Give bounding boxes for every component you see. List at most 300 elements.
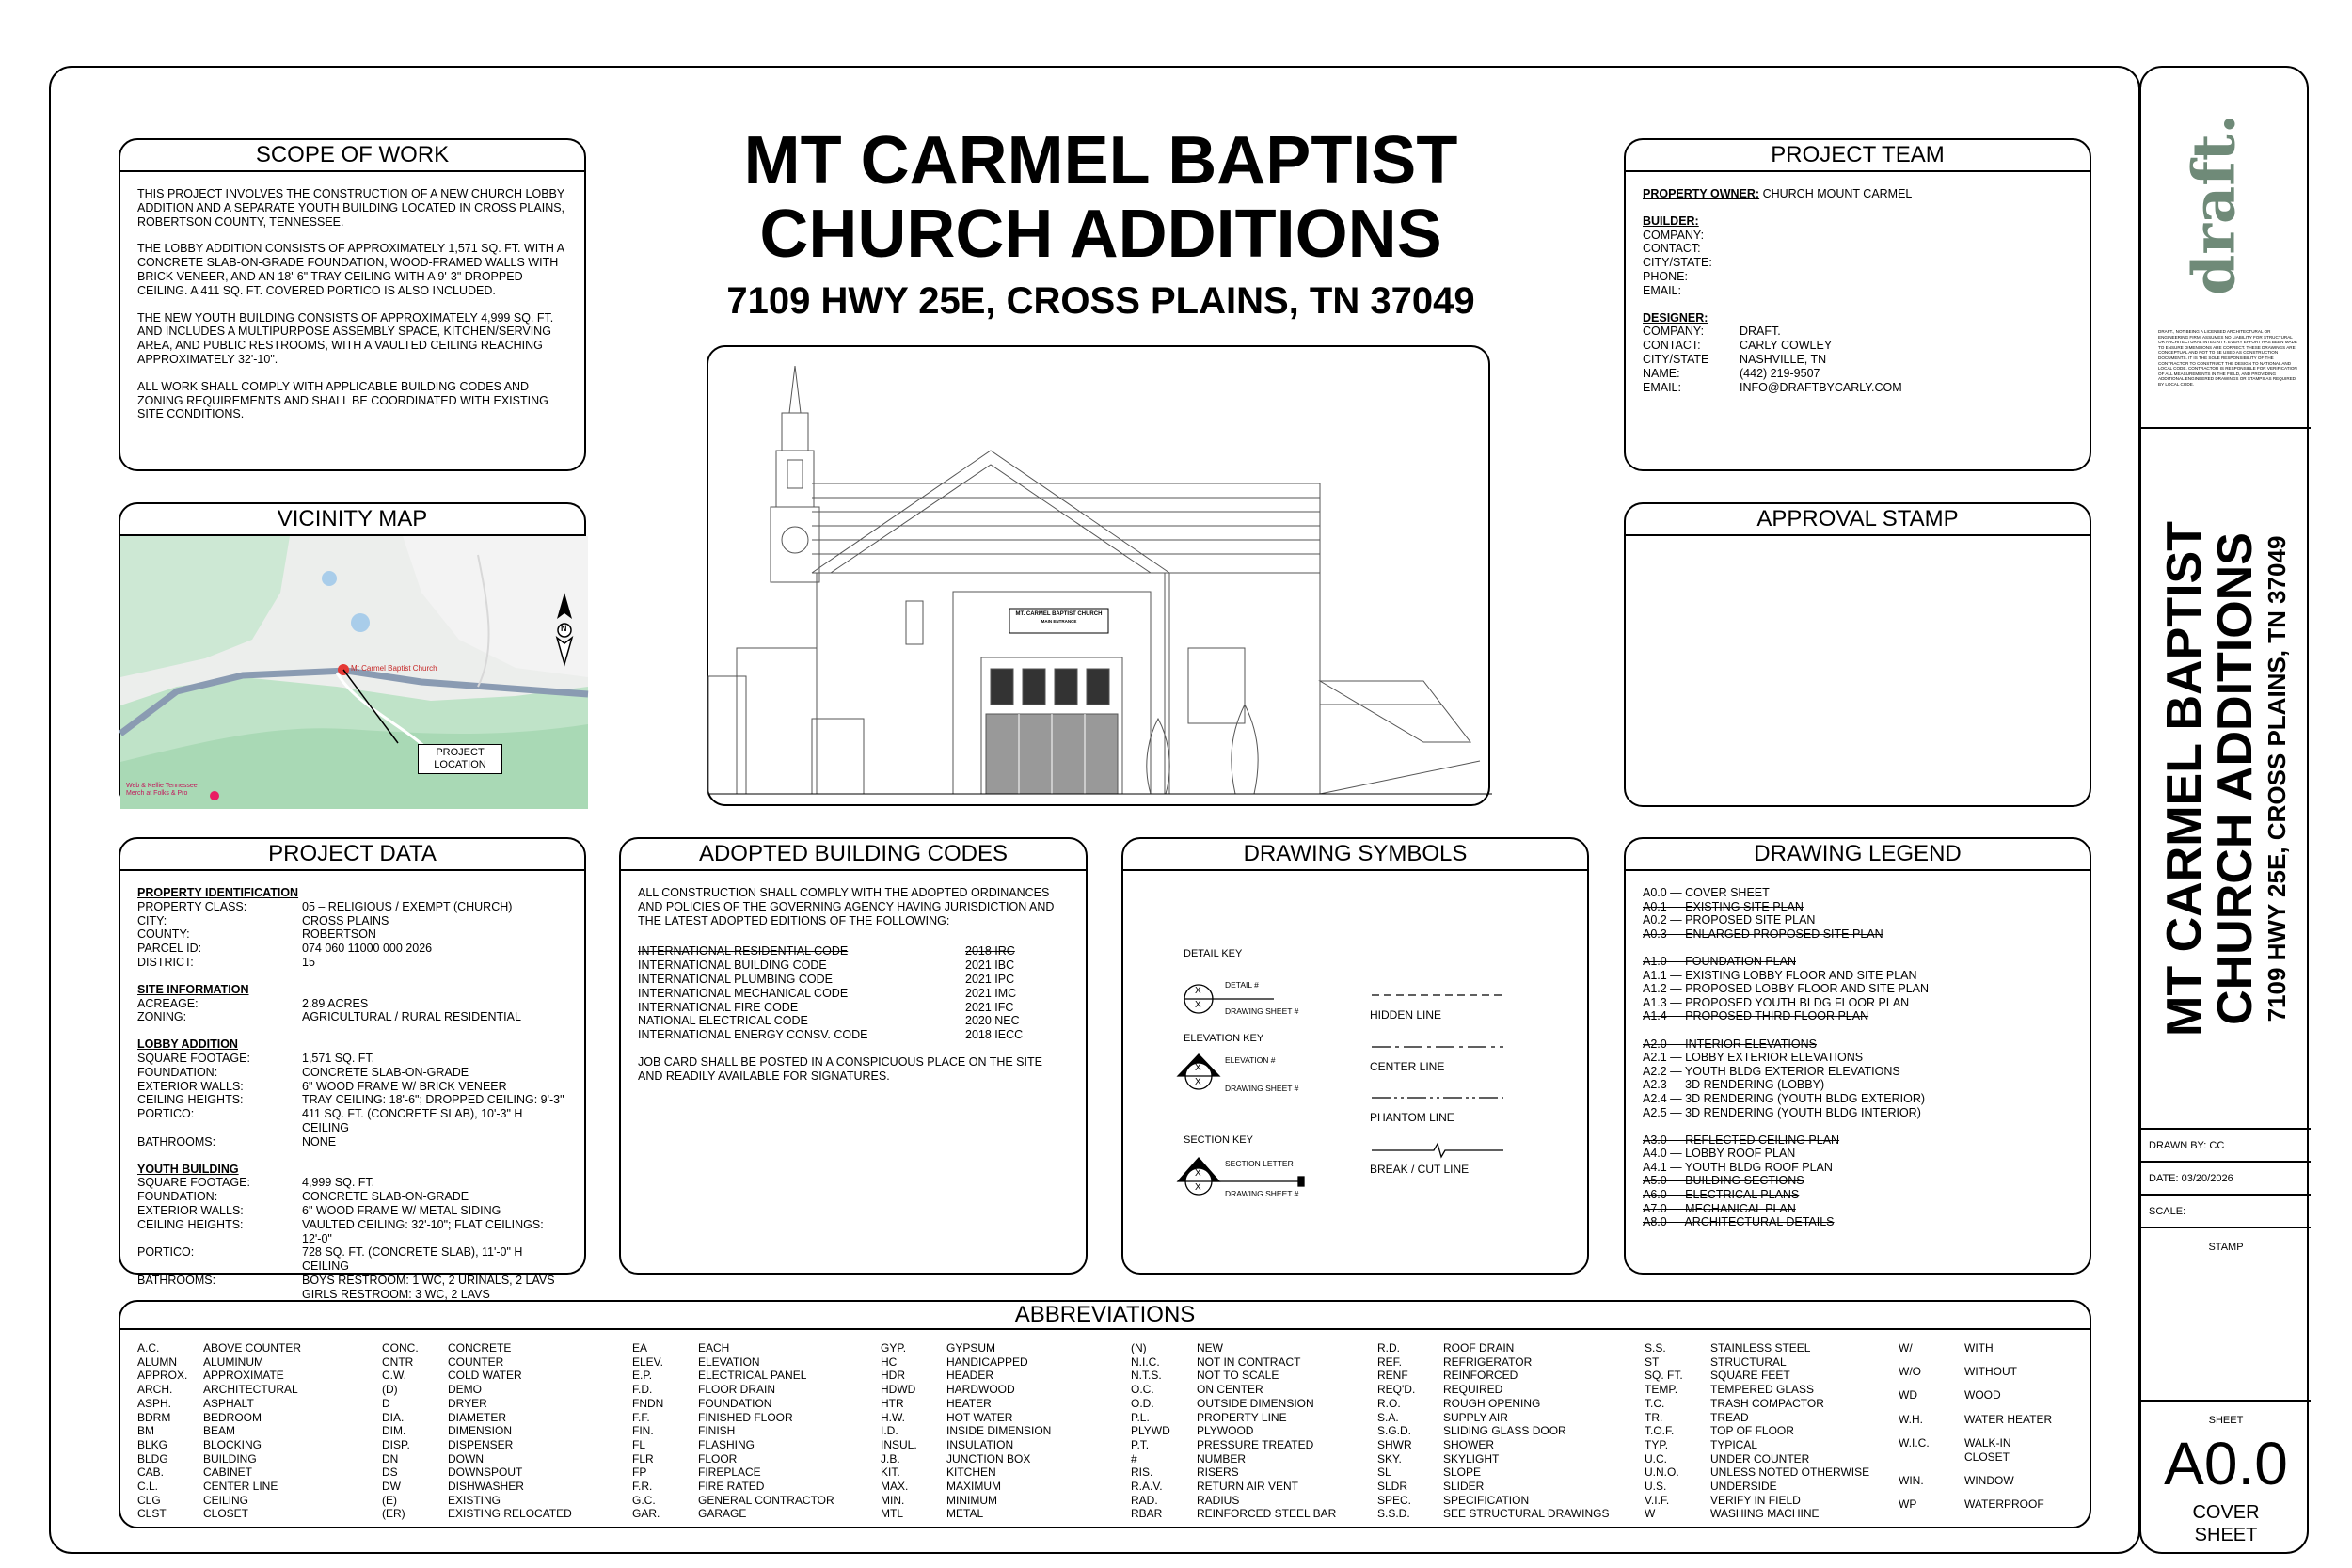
elevation-sheet-label: DRAWING SHEET # xyxy=(1225,1084,1299,1093)
abbr-code: TYP. xyxy=(1645,1437,1669,1451)
data-row xyxy=(137,956,567,970)
detail-x-bottom: X xyxy=(1195,1000,1201,1010)
abbr-code: SLDR xyxy=(1377,1480,1408,1494)
abbr-meaning: DEMO xyxy=(448,1383,482,1397)
abbr-meaning: FLOOR DRAIN xyxy=(698,1383,776,1397)
detail-sheet-label: DRAWING SHEET # xyxy=(1225,1006,1299,1016)
designer-key: EMAIL: xyxy=(1643,380,1681,394)
project-team-body xyxy=(1626,172,2090,424)
abbr-meaning: ELEVATION xyxy=(698,1354,760,1369)
abbr-code: W/O xyxy=(1899,1365,1921,1379)
drawing-legend-panel xyxy=(1624,837,2091,1275)
abbr-meaning: REFRIGERATOR xyxy=(1443,1354,1533,1369)
abbr-meaning: ABOVE COUNTER xyxy=(203,1341,302,1354)
approval-stamp-panel xyxy=(1624,502,2091,807)
abbr-meaning: SKYLIGHT xyxy=(1443,1451,1500,1465)
abbr-code: TR. xyxy=(1645,1410,1663,1424)
data-row xyxy=(137,900,567,914)
project-data-group xyxy=(137,1037,567,1148)
map-poi-label: Web & Kellie Tennessee Merch at Folks & Pro xyxy=(126,783,198,797)
abbr-code: WP xyxy=(1899,1497,1917,1511)
legend-item: A2.1 — LOBBY EXTERIOR ELEVATIONS xyxy=(1643,1051,1864,1065)
abbr-meaning: TEMPERED GLASS xyxy=(1710,1383,1815,1397)
designer-key: COMPANY: xyxy=(1643,325,1705,339)
data-key: SQUARE FOOTAGE: xyxy=(137,1051,250,1065)
code-edition: 2021 IFC xyxy=(965,1000,1014,1014)
abbreviation-column xyxy=(881,1341,1131,1521)
data-key: EXTERIOR WALLS: xyxy=(137,1079,244,1093)
code-row xyxy=(638,987,1069,1001)
code-row xyxy=(638,1014,1069,1028)
church-sign xyxy=(1009,610,1108,626)
abbr-meaning: WITHOUT xyxy=(1964,1365,2017,1379)
codes-footer: JOB CARD SHALL BE POSTED IN A CONSPICUOUS PLACE ON THE SITE AND READILY AVAILABLE FOR SIGNATURES. xyxy=(638,1054,1042,1083)
data-row xyxy=(137,1190,567,1204)
abbr-meaning: HOT WATER xyxy=(946,1410,1013,1424)
data-value: 4,999 SQ. FT. xyxy=(302,1176,375,1190)
abbr-meaning: SUPPLY AIR xyxy=(1443,1410,1508,1424)
abbr-code: F.D. xyxy=(632,1383,653,1397)
legend-item: A6.0 — ELECTRICAL PLANS xyxy=(1643,1188,1800,1202)
panel-title: ABBREVIATIONS xyxy=(120,1302,2090,1330)
sheet-name-line: COVER xyxy=(2192,1502,2260,1523)
scope-paragraph: THIS PROJECT INVOLVES THE CONSTRUCTION OF A NEW CHURCH LOBBY ADDITION AND A SEPARATE YOUTH BUILDING LOCATED IN CROSS PLAINS, ROBERTSON COUNTY, TENNESSEE. xyxy=(137,187,565,229)
data-value: CONCRETE SLAB-ON-GRADE xyxy=(302,1190,469,1204)
designer-row xyxy=(1643,367,2073,381)
group-heading: LOBBY ADDITION xyxy=(137,1037,238,1052)
legend-item: A4.0 — LOBBY ROOF PLAN xyxy=(1643,1147,1796,1161)
data-value: VAULTED CEILING: 32'-10"; FLAT CEILINGS: 12'-0" xyxy=(302,1217,544,1245)
abbr-code: KIT. xyxy=(881,1465,900,1480)
abbr-meaning: PLYWOOD xyxy=(1197,1424,1254,1438)
vertical-title-line-2: CHURCH ADDITIONS xyxy=(2208,531,2263,1025)
panel-title: ADOPTED BUILDING CODES xyxy=(621,839,1086,871)
logo-section xyxy=(2141,68,2311,428)
vicinity-map-panel xyxy=(119,502,586,807)
legend-item: A2.4 — 3D RENDERING (YOUTH BLDG EXTERIOR) xyxy=(1643,1091,1926,1105)
panel-title: PROJECT TEAM xyxy=(1626,140,2090,172)
panel-title: DRAWING SYMBOLS xyxy=(1123,839,1587,871)
abbr-meaning: FOUNDATION xyxy=(698,1396,772,1410)
abbreviation-column xyxy=(382,1341,632,1521)
sign-line: MAIN ENTRANCE xyxy=(1041,619,1077,624)
abbr-meaning: KITCHEN xyxy=(946,1465,996,1480)
data-row xyxy=(137,1066,567,1080)
abbr-meaning: INSULATION xyxy=(946,1437,1014,1451)
data-row xyxy=(137,914,567,928)
data-key: FOUNDATION: xyxy=(137,1065,218,1079)
abbr-meaning: APPROXIMATE xyxy=(203,1369,284,1383)
abbr-code: SKY. xyxy=(1377,1451,1402,1465)
data-row xyxy=(137,1274,567,1288)
abbr-code: # xyxy=(1131,1451,1137,1465)
legend-item: A2.3 — 3D RENDERING (LOBBY) xyxy=(1643,1078,1825,1092)
vertical-address: 7109 HWY 25E, CROSS PLAINS, TN 37049 xyxy=(2263,535,2291,1022)
code-row xyxy=(638,1028,1069,1042)
abbr-code: CAB. xyxy=(137,1465,165,1480)
abbr-meaning: EXISTING xyxy=(448,1493,501,1507)
abbr-meaning: STRUCTURAL xyxy=(1710,1354,1787,1369)
abbr-meaning: FLASHING xyxy=(698,1437,755,1451)
scale: SCALE: xyxy=(2141,1196,2311,1228)
builder-heading: BUILDER: xyxy=(1643,214,1699,228)
data-key: BATHROOMS: xyxy=(137,1134,216,1148)
abbr-meaning: JUNCTION BOX xyxy=(946,1451,1031,1465)
abbr-meaning: FLOOR xyxy=(698,1451,738,1465)
abbreviations-panel xyxy=(119,1300,2091,1528)
abbr-meaning: TRASH COMPACTOR xyxy=(1710,1396,1824,1410)
data-value: 15 xyxy=(302,955,315,969)
data-row xyxy=(137,1010,567,1024)
group-heading: PROPERTY IDENTIFICATION xyxy=(137,886,299,899)
code-name: INTERNATIONAL MECHANICAL CODE xyxy=(638,986,849,1000)
abbr-meaning: CONCRETE xyxy=(448,1341,512,1354)
abbr-meaning: MINIMUM xyxy=(946,1493,997,1507)
designer-value: DRAFT. xyxy=(1740,325,1781,339)
detail-number-label: DETAIL # xyxy=(1225,980,1259,990)
panel-title: SCOPE OF WORK xyxy=(120,140,584,172)
abbr-meaning: CABINET xyxy=(203,1465,253,1480)
legend-body xyxy=(1626,871,2090,1246)
abbr-code: C.W. xyxy=(382,1369,406,1383)
code-name: INTERNATIONAL PLUMBING CODE xyxy=(638,972,833,986)
abbr-meaning: FIRE RATED xyxy=(698,1480,765,1494)
data-value: 728 SQ. FT. (CONCRETE SLAB), 11'-0" H CEILING xyxy=(302,1245,523,1274)
vertical-title-line-1: MT CARMEL BAPTIST xyxy=(2157,520,2212,1037)
abbr-code: J.B. xyxy=(881,1451,900,1465)
designer-key: NAME: xyxy=(1643,366,1680,380)
abbr-code: E.P. xyxy=(632,1369,653,1383)
legend-item: A3.0 — REFLECTED CEILING PLAN xyxy=(1643,1132,1840,1147)
abbr-code: BDRM xyxy=(137,1410,171,1424)
legend-item: A1.0 — FOUNDATION PLAN xyxy=(1643,954,1796,968)
abbr-code: RENF xyxy=(1377,1369,1408,1383)
legend-item: A1.4 — PROPOSED THIRD FLOOR PLAN xyxy=(1643,1009,1869,1023)
abbr-meaning: SLIDING GLASS DOOR xyxy=(1443,1424,1566,1438)
legend-item: A1.2 — PROPOSED LOBBY FLOOR AND SITE PLAN xyxy=(1643,982,1930,996)
group-heading: SITE INFORMATION xyxy=(137,982,249,996)
abbr-code: HDR xyxy=(881,1369,905,1383)
elevation-number-label: ELEVATION # xyxy=(1225,1055,1276,1065)
abbr-code: SHWR xyxy=(1377,1437,1412,1451)
section-letter-label: SECTION LETTER xyxy=(1225,1159,1294,1168)
callout-line: LOCATION xyxy=(434,759,486,770)
abbr-code: N.I.C. xyxy=(1131,1354,1160,1369)
phantom-line-label: PHANTOM LINE xyxy=(1370,1111,1454,1124)
abbr-code: MAX. xyxy=(881,1480,909,1494)
abbr-meaning: NUMBER xyxy=(1197,1451,1247,1465)
abbr-meaning: WATER HEATER xyxy=(1964,1412,2053,1426)
abbr-code: I.D. xyxy=(881,1424,898,1438)
abbr-code: N.T.S. xyxy=(1131,1369,1162,1383)
data-key: CEILING HEIGHTS: xyxy=(137,1093,244,1107)
sheet-label: SHEET xyxy=(2208,1415,2244,1426)
abbr-meaning: PRESSURE TREATED xyxy=(1197,1437,1314,1451)
abbr-code: HDWD xyxy=(881,1383,916,1397)
abbr-meaning: COLD WATER xyxy=(448,1369,522,1383)
abbr-code: HTR xyxy=(881,1396,904,1410)
code-edition: 2021 IPC xyxy=(965,972,1015,986)
abbr-meaning: UNDERSIDE xyxy=(1710,1480,1777,1494)
abbr-code: RAD. xyxy=(1131,1493,1158,1507)
abbr-meaning: FINISHED FLOOR xyxy=(698,1410,793,1424)
abbr-meaning: COUNTER xyxy=(448,1354,504,1369)
abbr-meaning: FIREPLACE xyxy=(698,1465,761,1480)
vicinity-map[interactable] xyxy=(120,536,584,809)
abbr-code: S.A. xyxy=(1377,1410,1399,1424)
abbr-meaning: GARAGE xyxy=(698,1507,747,1521)
project-location-callout xyxy=(418,744,502,774)
data-row xyxy=(137,1204,567,1218)
designer-value: CARLY COWLEY xyxy=(1740,339,1833,353)
abbr-code: U.N.O. xyxy=(1645,1465,1679,1480)
abbr-meaning: DOWN xyxy=(448,1451,484,1465)
data-key: ZONING: xyxy=(137,1010,187,1024)
abbr-code: O.D. xyxy=(1131,1396,1154,1410)
abbr-meaning: DRYER xyxy=(448,1396,487,1410)
abbr-code: MIN. xyxy=(881,1493,905,1507)
data-key: PROPERTY CLASS: xyxy=(137,899,247,913)
abbr-meaning: REINFORCED xyxy=(1443,1369,1518,1383)
abbr-code: CONC. xyxy=(382,1341,419,1354)
abbr-code: O.C. xyxy=(1131,1383,1154,1397)
data-value: ROBERTSON xyxy=(302,927,376,942)
abbr-code: R.D. xyxy=(1377,1341,1400,1354)
data-value: BOYS RESTROOM: 1 WC, 2 URINALS, 2 LAVS xyxy=(302,1273,555,1287)
data-value: AGRICULTURAL / RURAL RESIDENTIAL xyxy=(302,1010,521,1024)
abbr-meaning: CLOSET xyxy=(203,1507,249,1521)
drawn-by: DRAWN BY: CC xyxy=(2141,1130,2311,1163)
data-value: TRAY CEILING: 18'-6"; DROPPED CEILING: 9'-3" xyxy=(302,1093,564,1107)
designer-row xyxy=(1643,381,2073,395)
abbr-code: FLR xyxy=(632,1451,654,1465)
data-row xyxy=(137,1135,567,1149)
abbr-meaning: DISHWASHER xyxy=(448,1480,524,1494)
data-row xyxy=(137,942,567,956)
builder-group xyxy=(1643,214,2073,298)
abbr-code: A.C. xyxy=(137,1341,160,1354)
north-letter: N xyxy=(561,624,567,633)
data-row xyxy=(137,1176,567,1190)
abbr-meaning: REINFORCED STEEL BAR xyxy=(1197,1507,1337,1521)
data-key: PORTICO: xyxy=(137,1107,195,1121)
title-line-1: MT CARMEL BAPTIST xyxy=(743,123,1458,198)
project-data-body xyxy=(120,871,584,1332)
abbr-code: SL xyxy=(1377,1465,1391,1480)
draft-logo: draft. xyxy=(2179,113,2249,295)
data-value: NONE xyxy=(302,1134,337,1148)
abbreviation-column xyxy=(1131,1341,1377,1521)
data-row xyxy=(137,1052,567,1066)
abbr-code: REQ'D. xyxy=(1377,1383,1416,1397)
abbr-meaning: DISPENSER xyxy=(448,1437,514,1451)
abbr-meaning: SLIDER xyxy=(1443,1480,1485,1494)
abbr-meaning: ASPHALT xyxy=(203,1396,254,1410)
legend-spacer xyxy=(1643,1119,2073,1133)
code-row xyxy=(638,958,1069,973)
legend-item: A8.0 — ARCHITECTURAL DETAILS xyxy=(1643,1215,1835,1229)
abbr-code: BM xyxy=(137,1424,154,1438)
abbr-meaning: NOT TO SCALE xyxy=(1197,1369,1279,1383)
legend-item: A0.3 — ENLARGED PROPOSED SITE PLAN xyxy=(1643,927,1883,941)
data-key: PORTICO: xyxy=(137,1245,195,1259)
panel-title: VICINITY MAP xyxy=(120,504,584,536)
abbr-code: G.C. xyxy=(632,1493,656,1507)
builder-field: CONTACT: xyxy=(1643,242,1701,256)
panel-title: APPROVAL STAMP xyxy=(1626,504,2090,536)
abbr-code: R.A.V. xyxy=(1131,1480,1163,1494)
code-name: INTERNATIONAL BUILDING CODE xyxy=(638,958,827,973)
abbr-code: (ER) xyxy=(382,1507,405,1521)
abbreviation-column xyxy=(1899,1341,2058,1521)
project-title xyxy=(696,124,1505,323)
vertical-title xyxy=(2141,429,2311,1128)
abbr-code: BLKG xyxy=(137,1437,168,1451)
owner-value: CHURCH MOUNT CARMEL xyxy=(1762,187,1913,200)
abbr-code: FIN. xyxy=(632,1424,654,1438)
abbr-meaning: HANDICAPPED xyxy=(946,1354,1028,1369)
data-key: COUNTY: xyxy=(137,927,190,942)
abbr-code: FL xyxy=(632,1437,646,1451)
designer-value: (442) 219-9507 xyxy=(1740,366,1820,380)
abbr-code: MTL xyxy=(881,1507,903,1521)
abbr-meaning: SQUARE FEET xyxy=(1710,1369,1790,1383)
data-key: EXTERIOR WALLS: xyxy=(137,1203,244,1217)
detail-x-top: X xyxy=(1195,986,1201,996)
data-key: CITY: xyxy=(137,913,167,927)
legend-item: A0.0 — COVER SHEET xyxy=(1643,886,1770,899)
data-value: 6" WOOD FRAME W/ BRICK VENEER xyxy=(302,1079,507,1093)
designer-key: CITY/STATE xyxy=(1643,352,1709,366)
abbr-meaning: UNLESS NOTED OTHERWISE xyxy=(1710,1465,1870,1480)
sheet-info xyxy=(2141,1402,2311,1556)
elevation-x-bottom: X xyxy=(1195,1077,1201,1087)
stamp-label: STAMP xyxy=(2208,1242,2244,1253)
code-name: NATIONAL ELECTRICAL CODE xyxy=(638,1014,808,1028)
abbr-code: CLST xyxy=(137,1507,167,1521)
designer-heading: DESIGNER: xyxy=(1643,310,1708,325)
legend-item: A1.3 — PROPOSED YOUTH BLDG FLOOR PLAN xyxy=(1643,995,1910,1009)
data-key: CEILING HEIGHTS: xyxy=(137,1217,244,1231)
data-key: FOUNDATION: xyxy=(137,1190,218,1204)
abbr-meaning: METAL xyxy=(946,1507,984,1521)
abbr-meaning: SLOPE xyxy=(1443,1465,1482,1480)
abbreviation-column xyxy=(1645,1341,1899,1521)
data-value: 1,571 SQ. FT. xyxy=(302,1051,375,1065)
data-key: SQUARE FOOTAGE: xyxy=(137,1176,250,1190)
designer-key: CONTACT: xyxy=(1643,339,1701,353)
abbr-code: W.H. xyxy=(1899,1412,1923,1426)
abbr-code: DN xyxy=(382,1451,399,1465)
scope-paragraph: THE NEW YOUTH BUILDING CONSISTS OF APPROXIMATELY 4,999 SQ. FT. AND INCLUDES A MULTIPURPOSE ASSEMBLY SPACE, KITCHEN/SERVING AREA, AND PUBLIC RESTROOMS, WITH A VAULTED CEILING REACHING APPROXIMATELY 32'-10". xyxy=(137,310,554,366)
project-data-group xyxy=(137,886,567,970)
abbr-meaning: SHOWER xyxy=(1443,1437,1494,1451)
codes-list xyxy=(638,944,1069,1042)
legend-item: A4.1 — YOUTH BLDG ROOF PLAN xyxy=(1643,1160,1833,1174)
builder-field: PHONE: xyxy=(1643,269,1688,283)
abbr-meaning: DOWNSPOUT xyxy=(448,1465,523,1480)
code-edition: 2021 IBC xyxy=(965,958,1015,973)
abbr-code: FNDN xyxy=(632,1396,664,1410)
abbr-code: DIM. xyxy=(382,1424,406,1438)
scope-paragraph: ALL WORK SHALL COMPLY WITH APPLICABLE BUILDING CODES AND ZONING REQUIREMENTS AND SHALL BE COORDINATED WITH EXISTING SITE CONDITIONS. xyxy=(137,379,548,421)
detail-key-label: DETAIL KEY xyxy=(1184,948,1243,959)
abbr-code: FP xyxy=(632,1465,647,1480)
abbr-code: W xyxy=(1645,1507,1656,1521)
builder-field: EMAIL: xyxy=(1643,283,1681,297)
abbr-meaning: REQUIRED xyxy=(1443,1383,1503,1397)
codes-intro: ALL CONSTRUCTION SHALL COMPLY WITH THE ADOPTED ORDINANCES AND POLICIES OF THE GOVERNING AGENCY HAVING JURISDICTION AND THE LATEST ADOPTED EDITIONS OF THE FOLLOWING: xyxy=(638,886,1055,927)
code-row xyxy=(638,944,1069,958)
data-key: BATHROOMS: xyxy=(137,1273,216,1287)
abbr-meaning: SPECIFICATION xyxy=(1443,1493,1530,1507)
abbr-meaning: RISERS xyxy=(1197,1465,1239,1480)
data-key: PARCEL ID: xyxy=(137,942,202,956)
abbr-code: DIA. xyxy=(382,1410,405,1424)
designer-group xyxy=(1643,311,2073,395)
abbr-meaning: HARDWOOD xyxy=(946,1383,1015,1397)
abbr-meaning: PROPERTY LINE xyxy=(1197,1410,1287,1424)
abbr-code: PLYWD xyxy=(1131,1424,1170,1438)
project-data-group xyxy=(137,983,567,1024)
abbr-code: CLG xyxy=(137,1493,161,1507)
abbr-code: DW xyxy=(382,1480,401,1494)
owner-label: PROPERTY OWNER: xyxy=(1643,187,1760,200)
abbreviation-column xyxy=(632,1341,881,1521)
data-value: 074 060 11000 000 2026 xyxy=(302,942,433,956)
project-data-group xyxy=(137,1163,567,1302)
abbr-code: F.F. xyxy=(632,1410,650,1424)
abbr-meaning: STAINLESS STEEL xyxy=(1710,1341,1811,1354)
abbr-meaning: EACH xyxy=(698,1341,730,1354)
abbr-meaning: ROUGH OPENING xyxy=(1443,1396,1541,1410)
data-key: ACREAGE: xyxy=(137,996,199,1010)
abbr-meaning: WATERPROOF xyxy=(1964,1497,2044,1511)
abbr-code: (D) xyxy=(382,1383,398,1397)
church-rendering xyxy=(707,345,1490,806)
legend-item: A0.2 — PROPOSED SITE PLAN xyxy=(1643,913,1816,927)
data-row xyxy=(137,1093,567,1107)
abbr-meaning: ARCHITECTURAL xyxy=(203,1383,298,1397)
data-value: GIRLS RESTROOM: 3 WC, 2 LAVS xyxy=(302,1287,490,1301)
scope-paragraph: THE LOBBY ADDITION CONSISTS OF APPROXIMATELY 1,571 SQ. FT. WITH A CONCRETE SLAB-ON-GRADE FOUNDATION, WOOD-FRAMED WALLS WITH BRICK VENEER, AND AN 18'-6" TRAY CEILING WITH A 9'-3" DROPPED CEILING. A 411 SQ. FT. COVERED PORTICO IS ALSO INCLUDED. xyxy=(137,242,564,297)
abbr-meaning: MAXIMUM xyxy=(946,1480,1001,1494)
abbr-meaning: CENTER LINE xyxy=(203,1480,278,1494)
codes-body xyxy=(621,871,1086,1114)
abbr-code: CNTR xyxy=(382,1354,414,1369)
abbr-meaning: NEW xyxy=(1197,1341,1223,1354)
abbr-code: SQ. FT. xyxy=(1645,1369,1683,1383)
date: DATE: 03/20/2026 xyxy=(2141,1163,2311,1196)
abbr-meaning: NOT IN CONTRACT xyxy=(1197,1354,1301,1369)
legend-spacer xyxy=(1643,1023,2073,1037)
code-edition: 2020 NEC xyxy=(965,1014,1020,1028)
data-row xyxy=(137,1245,567,1274)
abbr-meaning: TYPICAL xyxy=(1710,1437,1758,1451)
abbr-code: C.L. xyxy=(137,1480,159,1494)
abbr-code: DISP. xyxy=(382,1437,410,1451)
data-row xyxy=(137,997,567,1011)
abbr-meaning: ELECTRICAL PANEL xyxy=(698,1369,807,1383)
abbr-meaning: HEADER xyxy=(946,1369,994,1383)
abbr-meaning: BEAM xyxy=(203,1424,236,1438)
elevation-key-label: ELEVATION KEY xyxy=(1184,1033,1264,1044)
abbr-meaning: RADIUS xyxy=(1197,1493,1240,1507)
abbr-code: (E) xyxy=(382,1493,397,1507)
abbr-code: ELEV. xyxy=(632,1354,663,1369)
callout-line: PROJECT xyxy=(436,747,485,758)
abbr-code: GYP. xyxy=(881,1341,907,1354)
